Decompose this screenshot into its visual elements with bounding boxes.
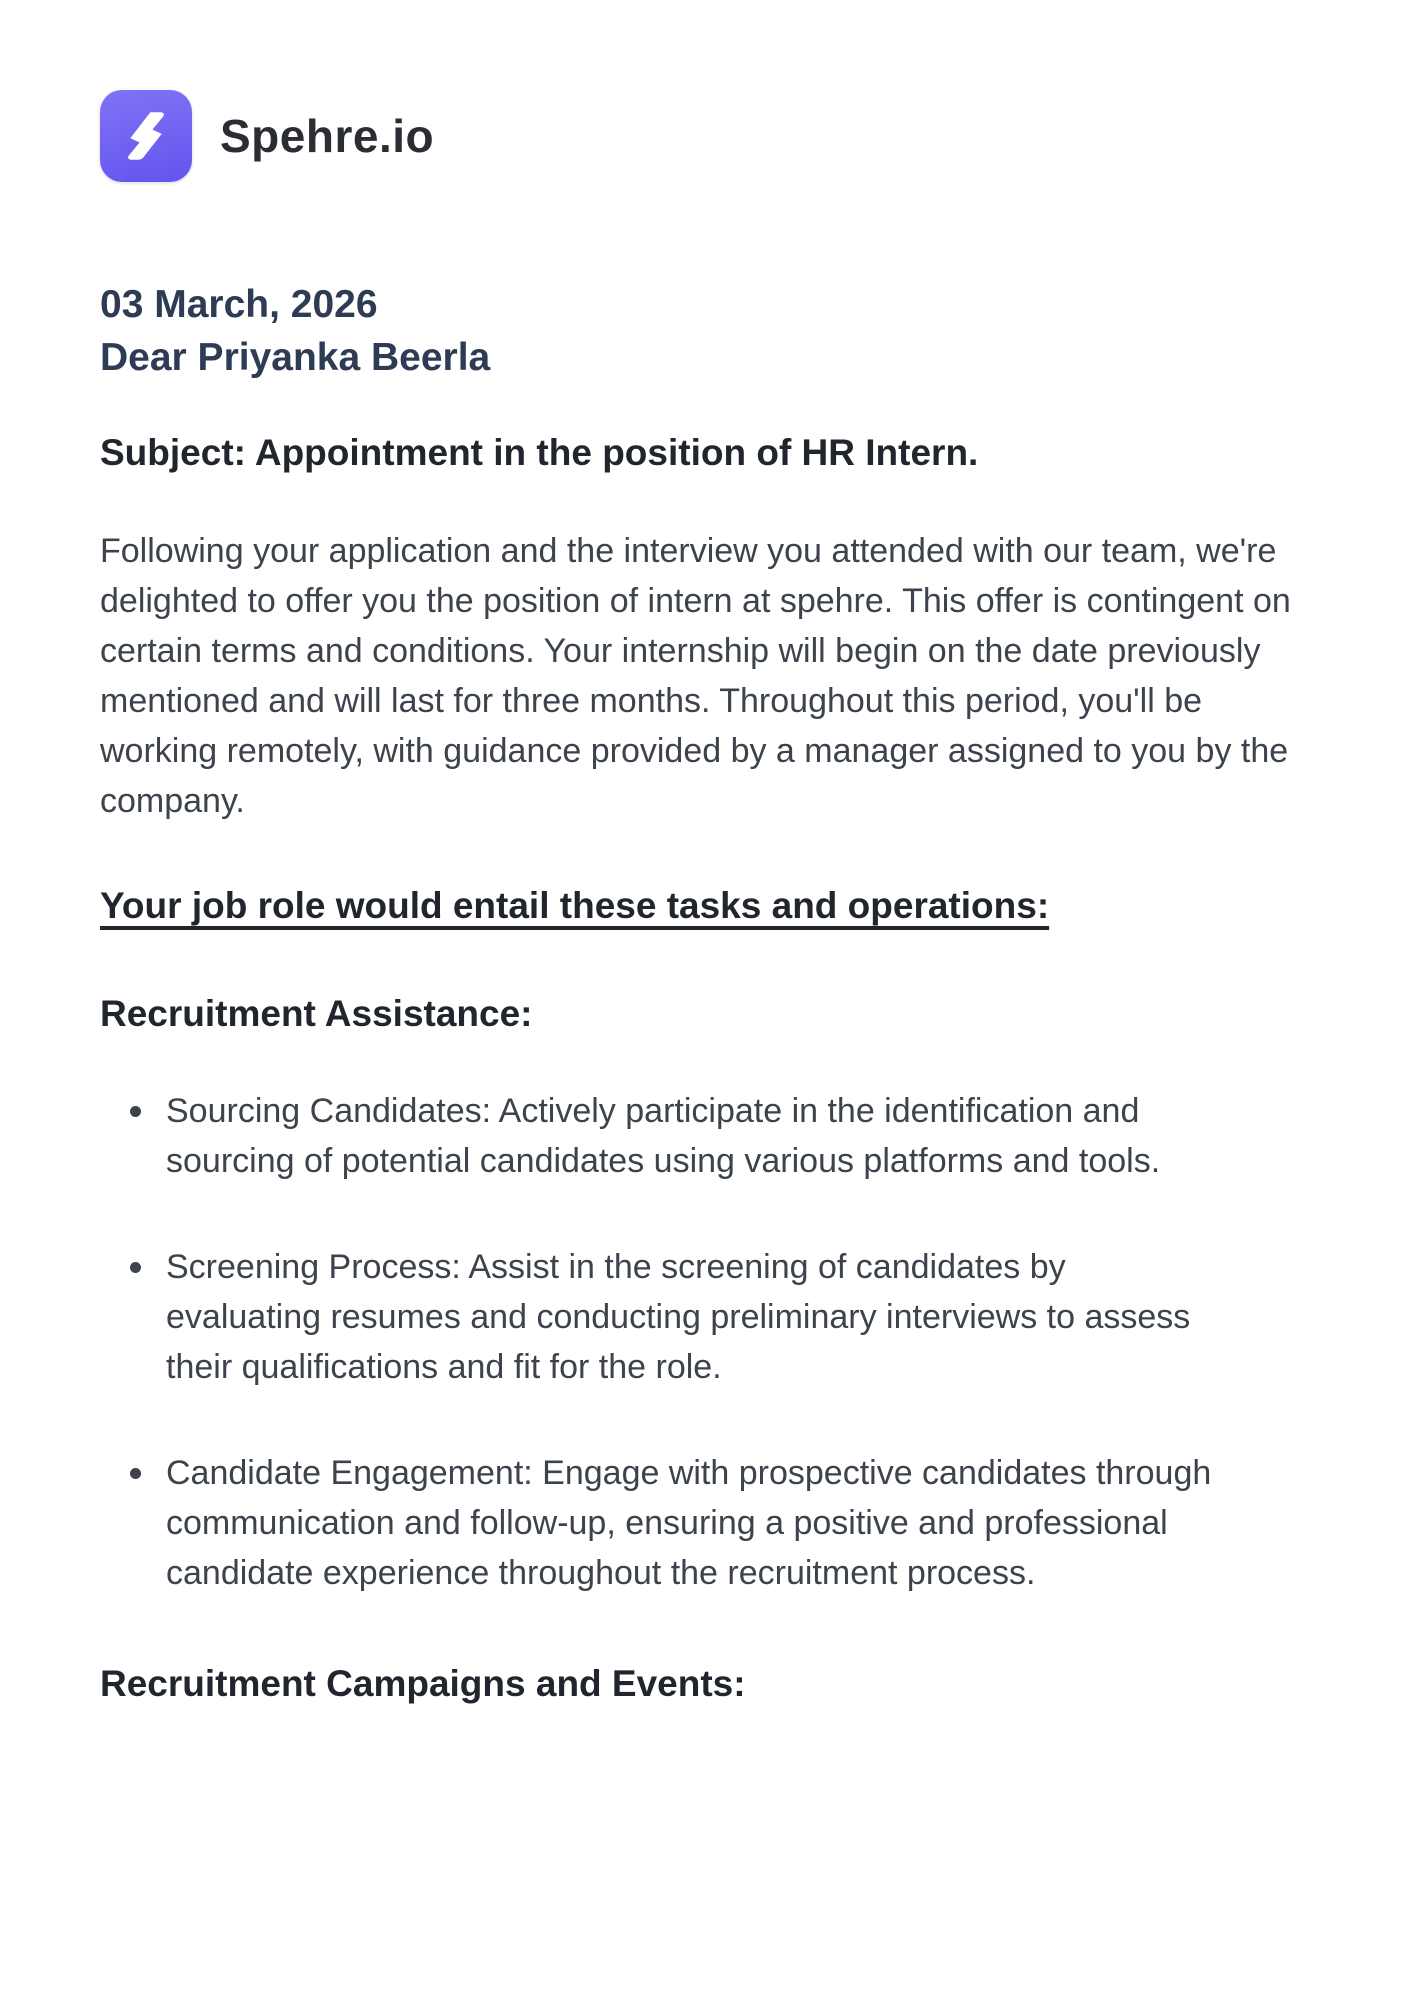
bullet-dot bbox=[130, 1106, 141, 1117]
brand-header bbox=[100, 90, 1314, 182]
bullet-item-sourcing-candidates bbox=[100, 1086, 1295, 1186]
bullet-text: Candidate Engagement: Engage with prospective candidates through communication and follow-up, ensuring a positive and professional candidate experience throughout the recruitment process. bbox=[166, 1454, 1212, 1592]
brand-name: Spehre.io bbox=[220, 110, 435, 162]
bullet-dot bbox=[130, 1468, 141, 1479]
tasks-heading: Your job role would entail these tasks and operations: bbox=[100, 885, 1050, 926]
bullet-dot bbox=[130, 1262, 141, 1273]
date-block bbox=[100, 278, 1314, 384]
bullet-item-screening-process bbox=[100, 1242, 1295, 1392]
spehre-logo-icon bbox=[100, 90, 192, 182]
bullet-list bbox=[100, 1086, 1295, 1598]
section-title-recruitment-campaigns: Recruitment Campaigns and Events: bbox=[100, 1663, 746, 1704]
letter-salutation: Dear Priyanka Beerla bbox=[100, 336, 491, 379]
bullet-text: Screening Process: Assist in the screening of candidates by evaluating resumes and conducting preliminary interviews to assess their qualifications and fit for the role. bbox=[166, 1248, 1191, 1386]
letter-intro: Following your application and the interview you attended with our team, we're delighted to offer you the position of intern at spehre. This offer is contingent on certain terms and conditions. Your internship will begin on the date previously mentioned and will last for three months. Throughout this period, you'll be working remotely, with guidance provided by a manager assigned to you by the company. bbox=[100, 532, 1291, 820]
letter-date: 03 March, 2026 bbox=[100, 283, 378, 326]
letter-subject: Subject: Appointment in the position of HR Intern. bbox=[100, 432, 979, 473]
section-title-recruitment-assistance: Recruitment Assistance: bbox=[100, 993, 533, 1034]
bullet-text: Sourcing Candidates: Actively participate in the identification and sourcing of potential candidates using various platforms and tools. bbox=[166, 1092, 1161, 1180]
bullet-item-candidate-engagement bbox=[100, 1448, 1295, 1598]
